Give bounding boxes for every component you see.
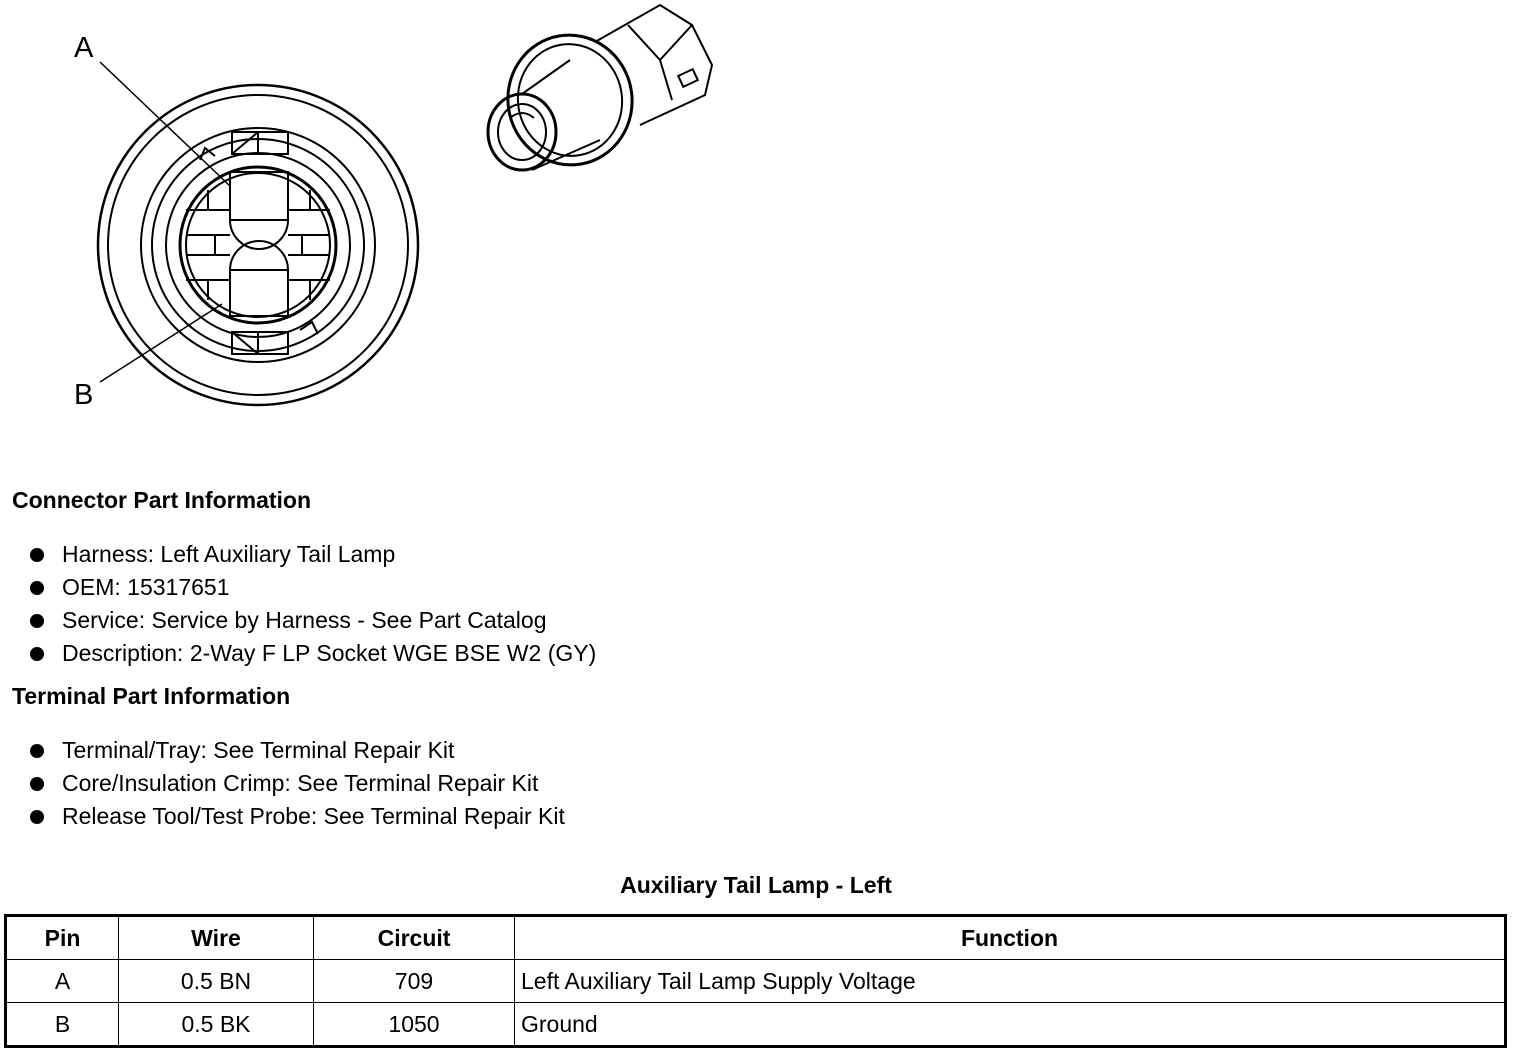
pin-cell: B [6, 1003, 119, 1047]
crimp-text: Core/Insulation Crimp: See Terminal Repair Kit [62, 770, 539, 796]
pinout-table [4, 914, 1507, 1048]
wire-cell: 0.5 BN [119, 960, 314, 1003]
harness-text: Harness: Left Auxiliary Tail Lamp [62, 541, 396, 567]
list-item [30, 767, 565, 800]
connector-info-list [30, 538, 596, 670]
bullet-icon [30, 647, 44, 661]
bullet-icon [30, 581, 44, 595]
function-column-header: Function [515, 916, 1506, 960]
table-header-row [6, 916, 1506, 960]
pin-b-callout: B [74, 379, 94, 411]
bullet-icon [30, 548, 44, 562]
bullet-icon [30, 744, 44, 758]
bullet-icon [30, 614, 44, 628]
list-item [30, 571, 596, 604]
function-cell: Ground [515, 1003, 1506, 1047]
list-item [30, 637, 596, 670]
table-row [6, 1003, 1506, 1047]
connector-face-view-diagram [60, 20, 440, 420]
table-row [6, 960, 1506, 1003]
list-item [30, 734, 565, 767]
connector-side-view-diagram [470, 0, 730, 180]
wire-cell: 0.5 BK [119, 1003, 314, 1047]
circuit-cell: 709 [314, 960, 515, 1003]
pinout-table-title: Auxiliary Tail Lamp - Left [620, 872, 892, 898]
list-item [30, 800, 565, 833]
pin-column-header: Pin [6, 916, 119, 960]
function-cell: Left Auxiliary Tail Lamp Supply Voltage [515, 960, 1506, 1003]
pin-cell: A [6, 960, 119, 1003]
oem-text: OEM: 15317651 [62, 574, 230, 600]
circuit-column-header: Circuit [314, 916, 515, 960]
connector-part-info-heading: Connector Part Information [12, 487, 312, 513]
description-text: Description: 2-Way F LP Socket WGE BSE W2 (GY) [62, 640, 597, 666]
circuit-cell: 1050 [314, 1003, 515, 1047]
terminal-part-info-heading: Terminal Part Information [12, 683, 291, 709]
pin-a-callout: A [74, 32, 94, 64]
bullet-icon [30, 810, 44, 824]
terminal-info-list [30, 734, 565, 833]
wire-column-header: Wire [119, 916, 314, 960]
list-item [30, 538, 596, 571]
service-text: Service: Service by Harness - See Part Catalog [62, 607, 547, 633]
bullet-icon [30, 777, 44, 791]
list-item [30, 604, 596, 637]
terminal-tray-text: Terminal/Tray: See Terminal Repair Kit [62, 737, 455, 763]
release-tool-text: Release Tool/Test Probe: See Terminal Repair Kit [62, 803, 565, 829]
